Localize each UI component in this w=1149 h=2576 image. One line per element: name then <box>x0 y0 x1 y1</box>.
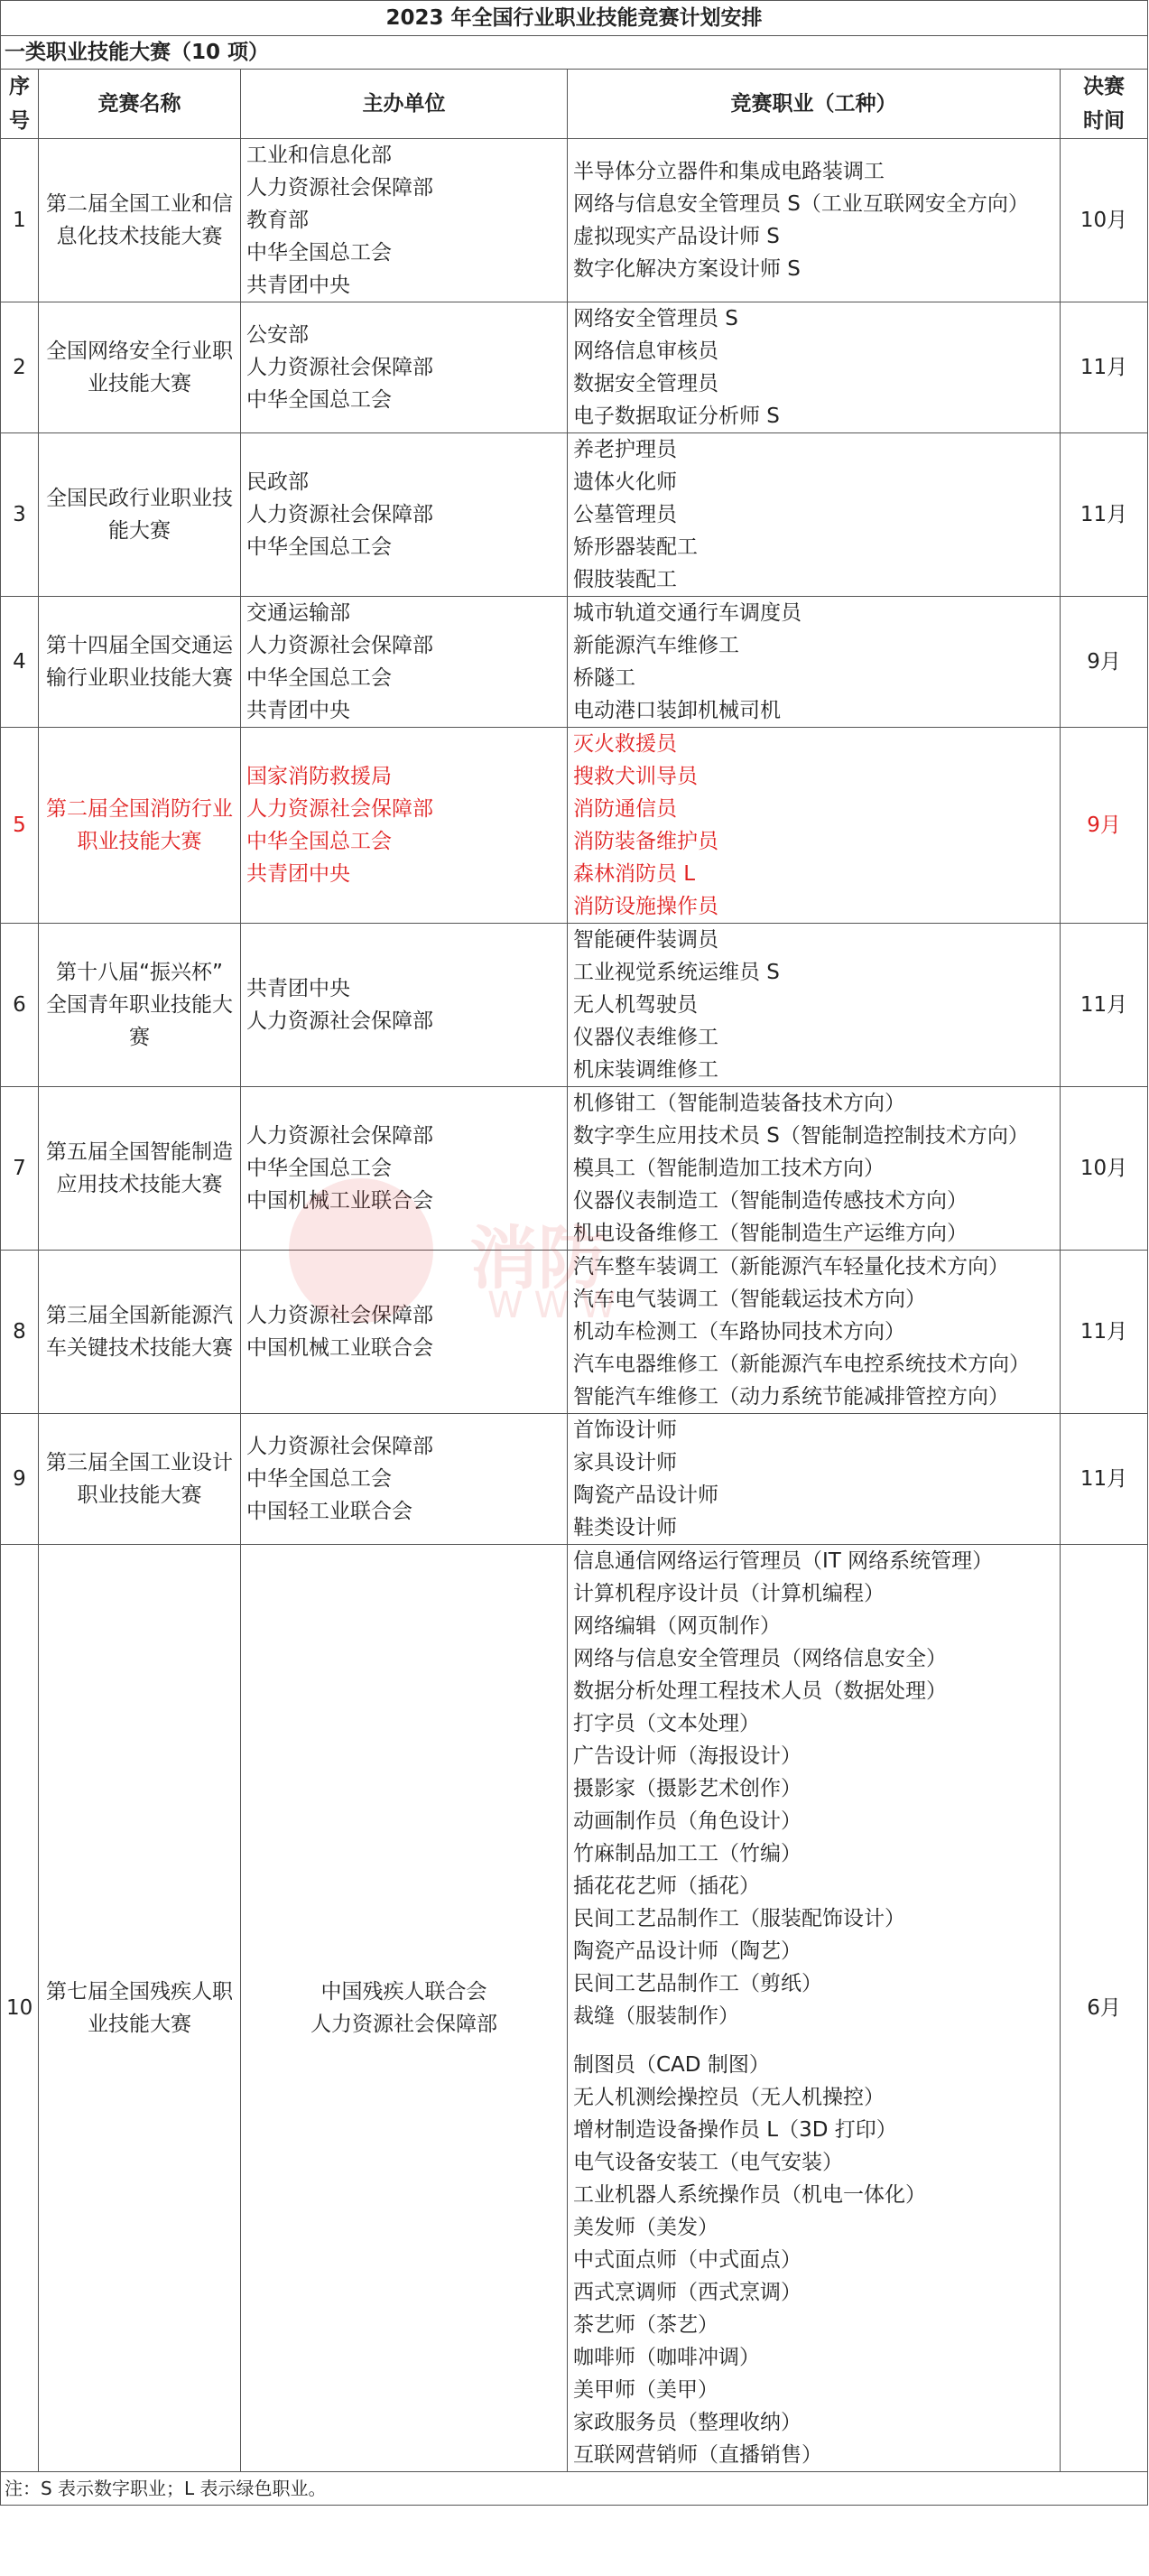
occupations-cell-line: 汽车电器维修工（新能源汽车电控系统技术方向） <box>573 1353 1030 1376</box>
occupations-cell-line: 灭火救援员 <box>573 732 677 756</box>
occupations-cell-line: 机电设备维修工（智能制造生产运维方向） <box>573 1222 968 1245</box>
occupations-cell-line: 虚拟现实产品设计师 S <box>573 225 780 248</box>
occupations-cell-line: 工业机器人系统操作员（机电一体化） <box>573 2183 926 2207</box>
final-time: 11月 <box>1061 924 1148 1087</box>
occupations-cell <box>568 433 1061 597</box>
header-time-line2: 时间 <box>1083 109 1126 133</box>
header-no <box>1 70 39 139</box>
occupations-cell-line: 遗体火化师 <box>573 470 677 494</box>
row-number: 8 <box>1 1251 39 1414</box>
occupations-cell-line: 咖啡师（咖啡冲调） <box>573 2346 760 2369</box>
occupations-cell <box>568 728 1061 924</box>
occupations-cell-line: 茶艺师（茶艺） <box>573 2313 718 2337</box>
occupations-cell-line: 仪器仪表制造工（智能制造传感技术方向） <box>573 1189 968 1213</box>
occupations-cell-line: 插花花艺师（插花） <box>573 1874 760 1898</box>
final-time: 11月 <box>1061 1414 1148 1545</box>
row-number: 10 <box>1 1545 39 2472</box>
header-row <box>1 70 1148 139</box>
organizer-cell-line: 中华全国总工会 <box>246 1157 392 1180</box>
occupations-cell-line: 西式烹调师（西式烹调） <box>573 2281 802 2304</box>
occupations-cell-line: 民间工艺品制作工（服装配饰设计） <box>573 1907 905 1930</box>
final-time: 9月 <box>1061 597 1148 728</box>
occupations-cell-line: 新能源汽车维修工 <box>573 634 739 657</box>
occupations-cell-line: 电气设备安装工（电气安装） <box>573 2151 843 2174</box>
organizer-cell-line: 中国机械工业联合会 <box>246 1189 433 1213</box>
competition-name-line: 全国青年职业技能大 <box>46 993 233 1017</box>
row-number: 1 <box>1 139 39 302</box>
competition-name-line: 职业技能大赛 <box>77 1483 202 1507</box>
occupations-cell-line: 搜救犬训导员 <box>573 765 698 788</box>
organizer-cell-line: 人力资源社会保障部 <box>246 1009 433 1033</box>
competition-name <box>39 139 241 302</box>
organizer-cell-line: 公安部 <box>246 323 309 347</box>
organizer-cell-line: 中国机械工业联合会 <box>246 1336 433 1360</box>
header-organizer: 主办单位 <box>241 70 568 139</box>
row-number: 2 <box>1 302 39 433</box>
competition-name-line: 第三届全国新能源汽 <box>46 1304 233 1327</box>
organizer-cell-line: 共青团中央 <box>246 274 350 297</box>
occupations-cell-line: 数字孪生应用技术员 S（智能制造控制技术方向） <box>573 1124 1029 1148</box>
occupations-cell-line: 广告设计师（海报设计） <box>573 1744 802 1768</box>
organizer-cell <box>241 597 568 728</box>
watermark-text: 消防 <box>469 1218 607 1298</box>
competition-name-line: 第五届全国智能制造 <box>46 1140 233 1164</box>
competition-name-line: 输行业职业技能大赛 <box>46 666 233 690</box>
row-number: 4 <box>1 597 39 728</box>
final-time: 11月 <box>1061 1251 1148 1414</box>
competition-name <box>39 433 241 597</box>
occupations-gap <box>573 2032 1054 2049</box>
table-row <box>1 1251 1148 1414</box>
organizer-cell-line: 人力资源社会保障部 <box>246 797 433 821</box>
competition-name-line: 第七届全国残疾人职 <box>46 1980 233 2004</box>
organizer-cell <box>241 1414 568 1545</box>
table-row <box>1 924 1148 1087</box>
row-number: 3 <box>1 433 39 597</box>
occupations-cell-line: 机床装调维修工 <box>573 1058 718 1082</box>
occupations-cell-line: 打字员（文本处理） <box>573 1712 760 1735</box>
competition-name <box>39 597 241 728</box>
organizer-cell-line: 中华全国总工会 <box>246 388 392 412</box>
competition-name-line: 第三届全国工业设计 <box>46 1451 233 1474</box>
title-row <box>1 1 1148 36</box>
occupations-cell-line: 智能汽车维修工（动力系统节能减排管控方向） <box>573 1385 1009 1409</box>
occupations-cell-line: 模具工（智能制造加工技术方向） <box>573 1157 885 1180</box>
competition-name-line: 应用技术技能大赛 <box>56 1173 223 1196</box>
occupations-cell-line: 智能硬件装调员 <box>573 928 718 952</box>
occupations-cell <box>568 924 1061 1087</box>
table-row <box>1 1545 1148 2472</box>
competition-name <box>39 1251 241 1414</box>
occupations-cell-line: 机动车检测工（车路协同技术方向） <box>573 1320 905 1344</box>
organizer-cell-line: 人力资源社会保障部 <box>246 1304 433 1327</box>
competition-name-line: 车关键技术技能大赛 <box>46 1336 233 1360</box>
occupations-cell-line: 互联网营销师（直播销售） <box>573 2443 822 2467</box>
row-number: 6 <box>1 924 39 1087</box>
organizer-cell-line: 共青团中央 <box>246 862 350 886</box>
occupations-cell-line: 数据安全管理员 <box>573 372 718 395</box>
organizer-cell-line: 民政部 <box>246 470 309 494</box>
occupations-cell-line: 消防通信员 <box>573 797 677 821</box>
occupations-cell-line: 陶瓷产品设计师 <box>573 1483 718 1507</box>
organizer-cell <box>241 139 568 302</box>
competition-name-line: 赛 <box>129 1026 150 1049</box>
occupations-cell-line: 假肢装配工 <box>573 568 677 591</box>
final-time: 9月 <box>1061 728 1148 924</box>
table-row <box>1 302 1148 433</box>
header-occupations: 竞赛职业（工种） <box>568 70 1061 139</box>
occupations-cell-line: 数字化解决方案设计师 S <box>573 257 801 281</box>
occupations-cell-line: 家政服务员（整理收纳） <box>573 2411 802 2434</box>
occupations-cell-line: 网络与信息安全管理员 S（工业互联网安全方向） <box>573 192 1029 216</box>
occupations-cell-line: 无人机测绘操控员（无人机操控） <box>573 2086 885 2109</box>
occupations-cell-line: 工业视觉系统运维员 S <box>573 961 780 984</box>
section-title: 一类职业技能大赛（10 项） <box>1 36 1148 70</box>
competition-name-line: 息化技术技能大赛 <box>56 225 223 248</box>
occupations-cell <box>568 1251 1061 1414</box>
occupations-cell-line: 半导体分立器件和集成电路装调工 <box>573 160 885 183</box>
occupations-cell-line: 网络编辑（网页制作） <box>573 1614 781 1638</box>
occupations-cell-line: 无人机驾驶员 <box>573 993 698 1017</box>
organizer-cell <box>241 1087 568 1251</box>
occupations-cell-line: 公墓管理员 <box>573 503 677 526</box>
competition-name <box>39 1545 241 2472</box>
occupations-cell-line: 城市轨道交通行车调度员 <box>573 601 802 625</box>
occupations-cell-line: 摄影家（摄影艺术创作） <box>573 1777 802 1800</box>
organizer-cell-line: 人力资源社会保障部 <box>246 176 433 200</box>
final-time: 11月 <box>1061 302 1148 433</box>
organizer-cell-line: 人力资源社会保障部 <box>310 2013 497 2036</box>
organizer-cell-line: 人力资源社会保障部 <box>246 1435 433 1458</box>
organizer-cell-line: 共青团中央 <box>246 977 350 1000</box>
final-time: 6月 <box>1061 1545 1148 2472</box>
organizer-cell <box>241 924 568 1087</box>
organizer-cell-line: 中华全国总工会 <box>246 241 392 265</box>
header-time-line1: 决赛 <box>1083 75 1126 98</box>
row-number: 7 <box>1 1087 39 1251</box>
occupations-cell <box>568 139 1061 302</box>
occupations-cell-line: 桥隧工 <box>573 666 635 690</box>
occupations-cell-line: 鞋类设计师 <box>573 1516 677 1539</box>
occupations-cell-line: 网络信息审核员 <box>573 339 718 363</box>
occupations-cell-line: 民间工艺品制作工（剪纸） <box>573 1972 822 1995</box>
competition-name <box>39 1414 241 1545</box>
organizer-cell-line: 交通运输部 <box>246 601 350 625</box>
competition-name <box>39 1087 241 1251</box>
occupations-cell-line: 消防设施操作员 <box>573 895 718 918</box>
organizer-cell-line: 人力资源社会保障部 <box>246 634 433 657</box>
organizer-cell <box>241 1251 568 1414</box>
occupations-cell-line: 动画制作员（角色设计） <box>573 1809 802 1833</box>
competition-name <box>39 728 241 924</box>
occupations-cell-line: 消防装备维护员 <box>573 830 718 853</box>
row-number: 9 <box>1 1414 39 1545</box>
final-time: 10月 <box>1061 139 1148 302</box>
organizer-cell-line: 中华全国总工会 <box>246 666 392 690</box>
competition-name <box>39 302 241 433</box>
occupations-cell-line: 数据分析处理工程技术人员（数据处理） <box>573 1679 947 1703</box>
occupations-cell <box>568 597 1061 728</box>
occupations-cell-line: 网络安全管理员 S <box>573 307 738 330</box>
final-time: 10月 <box>1061 1087 1148 1251</box>
organizer-cell-line: 中国残疾人联合会 <box>320 1980 487 2004</box>
header-time <box>1061 70 1148 139</box>
occupations-cell-line: 电动港口装卸机械司机 <box>573 699 781 722</box>
occupations-cell-line: 制图员（CAD 制图） <box>573 2053 770 2077</box>
organizer-cell-line: 人力资源社会保障部 <box>246 1124 433 1148</box>
occupations-cell-line: 首饰设计师 <box>573 1418 677 1442</box>
organizer-cell <box>241 302 568 433</box>
watermark-sub: WWW <box>487 1285 627 1326</box>
competition-name <box>39 924 241 1087</box>
organizer-cell-line: 人力资源社会保障部 <box>246 356 433 379</box>
occupations-cell-line: 美甲师（美甲） <box>573 2378 718 2402</box>
occupations-cell-line: 家具设计师 <box>573 1451 677 1474</box>
occupations-cell-line: 竹麻制品加工工（竹编） <box>573 1842 802 1865</box>
occupations-cell-line: 美发师（美发） <box>573 2216 718 2239</box>
competition-name-line: 全国民政行业职业技 <box>46 487 233 510</box>
competition-name-line: 第二届全国消防行业 <box>46 797 233 821</box>
table-row <box>1 728 1148 924</box>
occupations-cell-line: 矫形器装配工 <box>573 535 698 559</box>
occupations-cell-line: 养老护理员 <box>573 438 677 461</box>
organizer-cell-line: 教育部 <box>246 209 309 232</box>
organizer-cell-line: 中华全国总工会 <box>246 830 392 853</box>
organizer-cell <box>241 1545 568 2472</box>
occupations-cell-line: 森林消防员 L <box>573 862 696 886</box>
competition-name-line: 第二届全国工业和信 <box>46 192 233 216</box>
organizer-cell-line: 中华全国总工会 <box>246 535 392 559</box>
competition-name-line: 第十八届“振兴杯” <box>56 961 223 984</box>
competition-name-line: 能大赛 <box>108 519 171 543</box>
note-row <box>1 2472 1148 2506</box>
organizer-cell-line: 人力资源社会保障部 <box>246 503 433 526</box>
organizer-cell-line: 国家消防救援局 <box>246 765 392 788</box>
organizer-cell-line: 共青团中央 <box>246 699 350 722</box>
header-name: 竞赛名称 <box>39 70 241 139</box>
table-row <box>1 1087 1148 1251</box>
competition-name-line: 职业技能大赛 <box>77 830 202 853</box>
occupations-cell <box>568 1087 1061 1251</box>
occupations-cell-line: 陶瓷产品设计师（陶艺） <box>573 1939 802 1963</box>
competition-name-line: 业技能大赛 <box>88 2013 191 2036</box>
organizer-cell <box>241 433 568 597</box>
organizer-cell-line: 中国轻工业联合会 <box>246 1500 412 1523</box>
row-number: 5 <box>1 728 39 924</box>
table-title: 2023 年全国行业职业技能竞赛计划安排 <box>1 1 1148 36</box>
table-row <box>1 597 1148 728</box>
competition-name-line: 全国网络安全行业职 <box>46 339 233 363</box>
occupations-cell-line: 汽车电气装调工（智能载运技术方向） <box>573 1288 926 1311</box>
organizer-cell-line: 工业和信息化部 <box>246 144 392 167</box>
table-row <box>1 433 1148 597</box>
occupations-cell-line: 中式面点师（中式面点） <box>573 2248 802 2272</box>
occupations-cell-line: 汽车整车装调工（新能源汽车轻量化技术方向） <box>573 1255 1009 1279</box>
occupations-cell-line: 机修钳工（智能制造装备技术方向） <box>573 1092 905 1115</box>
occupations-cell-line: 裁缝（服装制作） <box>573 2004 739 2028</box>
competition-name-line: 第十四届全国交通运 <box>46 634 233 657</box>
table-row <box>1 1414 1148 1545</box>
final-time: 11月 <box>1061 433 1148 597</box>
occupations-cell-line: 增材制造设备操作员 L（3D 打印） <box>573 2118 897 2142</box>
header-no-line2: 号 <box>9 109 30 133</box>
occupations-cell-line: 网络与信息安全管理员（网络信息安全） <box>573 1647 947 1670</box>
occupations-cell-line: 信息通信网络运行管理员（IT 网络系统管理） <box>573 1549 994 1573</box>
occupations-cell-line: 仪器仪表维修工 <box>573 1026 718 1049</box>
competition-name-line: 业技能大赛 <box>88 372 191 395</box>
occupations-cell <box>568 302 1061 433</box>
occupations-cell-line: 电子数据取证分析师 S <box>573 405 780 428</box>
table-row <box>1 139 1148 302</box>
occupations-cell <box>568 1414 1061 1545</box>
occupations-cell <box>568 1545 1061 2472</box>
header-no-line1: 序 <box>9 75 30 98</box>
organizer-cell <box>241 728 568 924</box>
section-row <box>1 36 1148 70</box>
organizer-cell-line: 中华全国总工会 <box>246 1467 392 1491</box>
occupations-cell-line: 计算机程序设计员（计算机编程） <box>573 1582 885 1605</box>
footnote: 注：S 表示数字职业；L 表示绿色职业。 <box>1 2472 1148 2506</box>
